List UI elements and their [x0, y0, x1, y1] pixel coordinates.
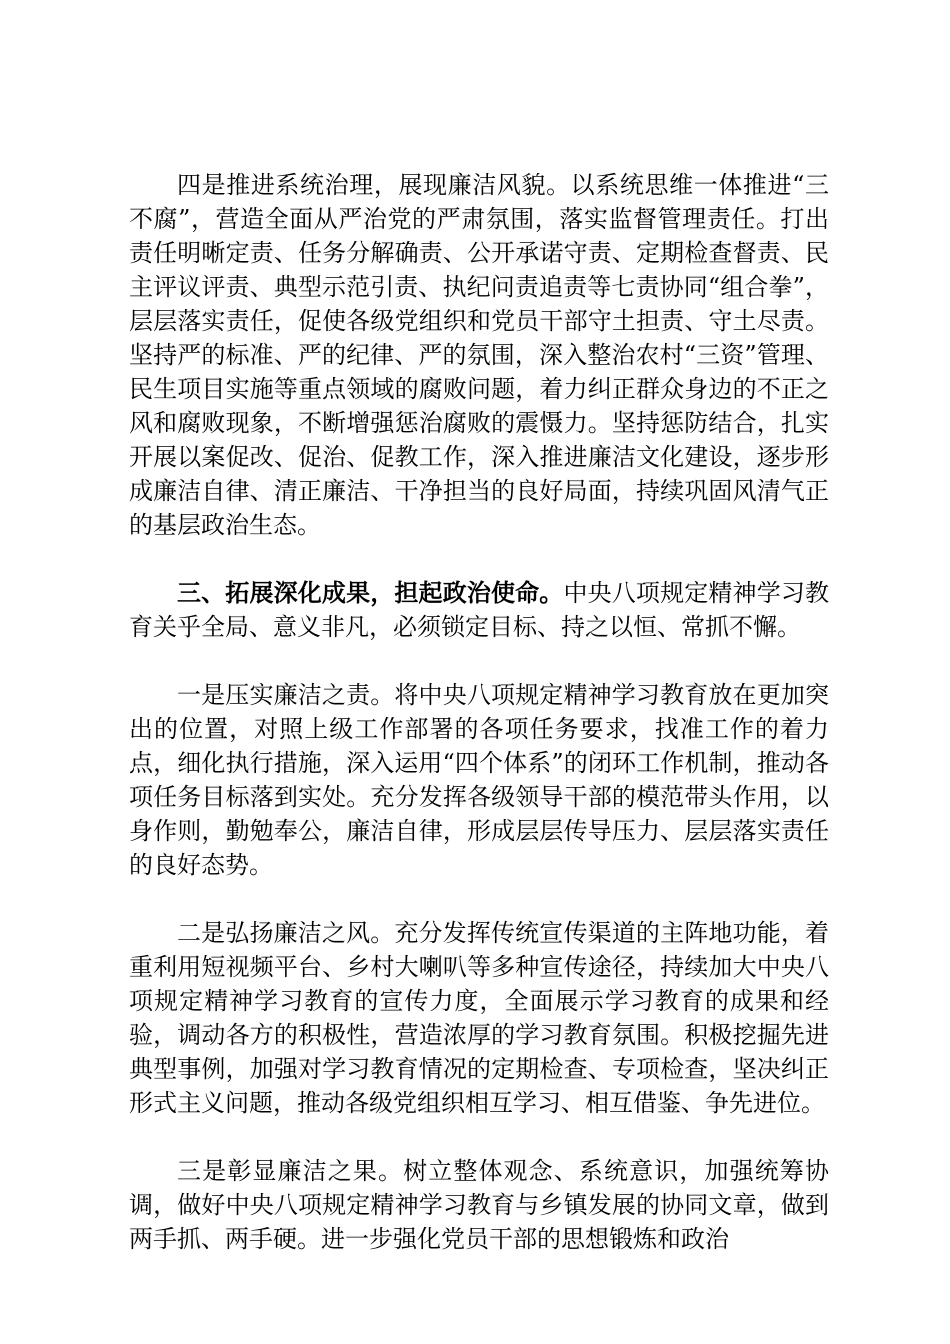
paragraph-text: 三是彰显廉洁之果。树立整体观念、系统意识，加强统筹协调，做好中央八项规定精神学习教育与乡镇发展的协同文章，做到两手抓、两手硬。进一步强化党员干部的思想锻炼和政治	[129, 1157, 829, 1253]
paragraph-integrity-culture	[129, 916, 829, 1120]
paragraph-text: 一是压实廉洁之责。将中央八项规定精神学习教育放在更加突出的位置，对照上级工作部署的各项任务要求，找准工作的着力点，细化执行措施，深入运用“四个体系”的闭环工作机制，推动各项任务目标落到实处。充分发挥各级领导干部的模范带头作用，以身作则，勤勉奉公，廉洁自律，形成层层传导压力、层层落实责任的良好态势。	[129, 681, 829, 879]
section-heading: 三、拓展深化成果，担起政治使命。	[177, 578, 564, 607]
paragraph-text: 中央八项规定精神学习教育关乎全局、意义非凡，必须锁定目标、持之以恒、常抓不懈。	[129, 579, 830, 641]
section-heading-paragraph	[129, 576, 829, 644]
paragraph-system-governance	[129, 168, 829, 542]
paragraph-integrity-results	[129, 1154, 829, 1256]
paragraph-integrity-responsibility	[129, 678, 829, 882]
paragraph-text: 二是弘扬廉洁之风。充分发挥传统宣传渠道的主阵地功能，着重利用短视频平台、乡村大喇叭等多种宣传途径，持续加大中央八项规定精神学习教育的宣传力度，全面展示学习教育的成果和经验，调动各方的积极性，营造浓厚的学习教育氛围。积极挖掘先进典型事例，加强对学习教育情况的定期检查、专项检查，坚决纠正形式主义问题，推动各级党组织相互学习、相互借鉴、争先进位。	[129, 919, 829, 1117]
document-page	[129, 168, 829, 1290]
paragraph-text: 四是推进系统治理，展现廉洁风貌。以系统思维一体推进“三不腐”，营造全面从严治党的严肃氛围，落实监督管理责任。打出责任明晰定责、任务分解确责、公开承诺守责、定期检查督责、民主评议评责、典型示范引责、执纪问责追责等七责协同“组合拳”，层层落实责任，促使各级党组织和党员干部守土担责、守土尽责。坚持严的标准、严的纪律、严的氛围，深入整治农村“三资”管理、民生项目实施等重点领域的腐败问题，着力纠正群众身边的不正之风和腐败现象，不断增强惩治腐败的震慑力。坚持惩防结合，扎实开展以案促改、促治、促教工作，深入推进廉洁文化建设，逐步形成廉洁自律、清正廉洁、干净担当的良好局面，持续巩固风清气正的基层政治生态。	[129, 171, 829, 539]
